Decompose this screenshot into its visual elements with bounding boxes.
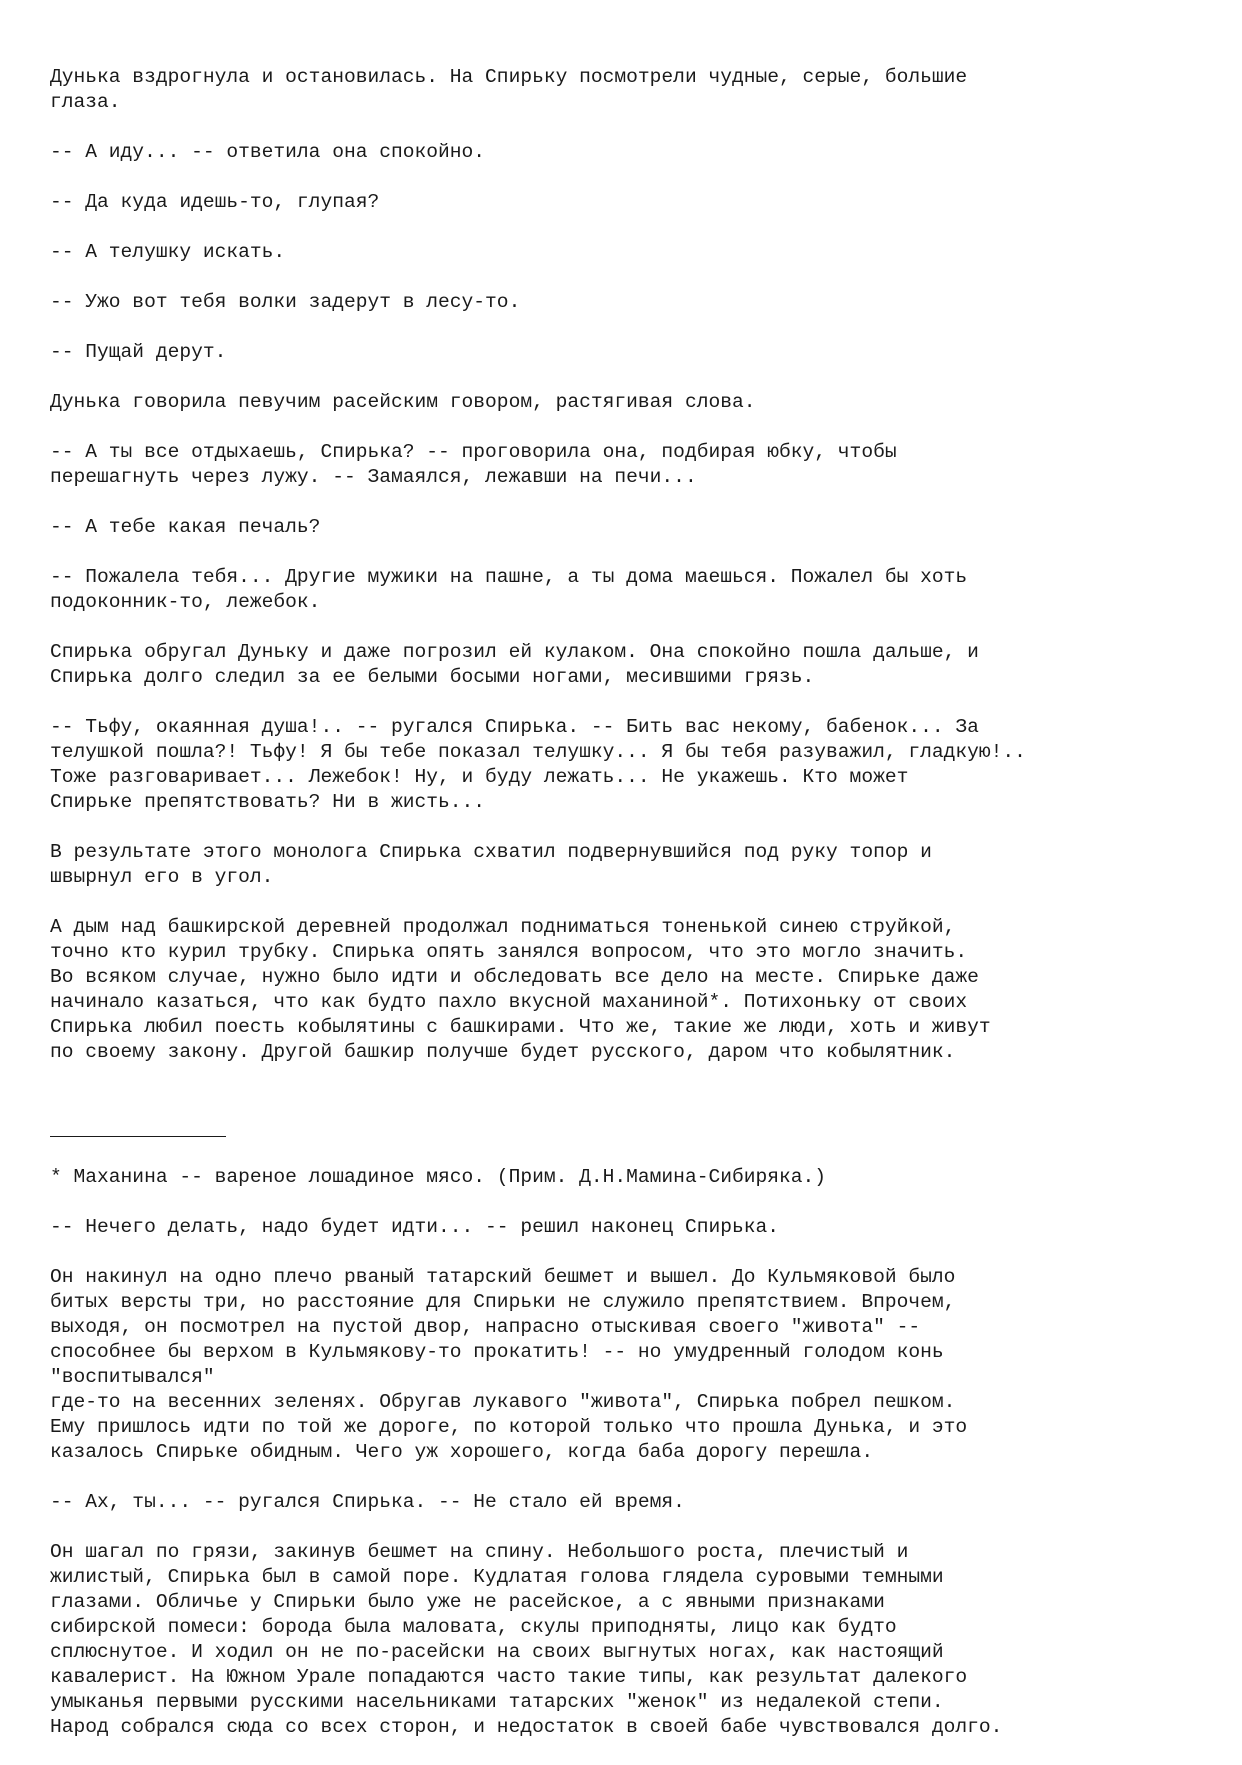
paragraph: [50, 440, 1200, 490]
text-line: способнее бы верхом в Кульмякову-то прокатить! -- но умудренный голодом конь: [50, 1341, 944, 1363]
text-line: А дым над башкирской деревней продолжал подниматься тоненькой синею струйкой,: [50, 916, 956, 938]
document-body: [50, 65, 1200, 1765]
text-line: по своему закону. Другой башкир получше будет русского, даром что кобылятник.: [50, 1041, 956, 1063]
text-line: где-то на весенних зеленях. Обругав лукавого "живота", Спирька побрел пешком.: [50, 1391, 956, 1413]
paragraph: [50, 340, 1200, 365]
paragraph: [50, 840, 1200, 890]
text-line: Народ собрался сюда со всех сторон, и недостаток в своей бабе чувствовался долго.: [50, 1716, 1003, 1738]
text-line: Он шагал по грязи, закинув бешмет на спину. Небольшого роста, плечистый и: [50, 1541, 909, 1563]
paragraph: [50, 515, 1200, 540]
text-line: швырнул его в угол.: [50, 866, 274, 888]
paragraph: [50, 1265, 1200, 1465]
text-line: Спирька долго следил за ее белыми босыми ногами, месившими грязь.: [50, 666, 815, 688]
text-line: Дунька говорила певучим расейским говором, растягивая слова.: [50, 391, 756, 413]
text-line: кавалерист. На Южном Урале попадаются часто такие типы, как результат далекого: [50, 1666, 968, 1688]
text-line: -- Нечего делать, надо будет идти... -- решил наконец Спирька.: [50, 1216, 780, 1238]
paragraph: [50, 390, 1200, 415]
text-line: выходя, он посмотрел на пустой двор, напрасно отыскивая своего "живота" --: [50, 1316, 921, 1338]
text-line: Спирька любил поесть кобылятины с башкирами. Что же, такие же люди, хоть и живут: [50, 1016, 991, 1038]
text-line: -- Пожалела тебя... Другие мужики на пашне, а ты дома маешься. Пожалел бы хоть: [50, 566, 968, 588]
paragraph: [50, 565, 1200, 615]
paragraph: [50, 640, 1200, 690]
text-before-footnote: [50, 65, 1200, 1065]
text-line: битых версты три, но расстояние для Спирьки не служило препятствием. Впрочем,: [50, 1291, 956, 1313]
text-line: телушкой пошла?! Тьфу! Я бы тебе показал телушку... Я бы тебя разуважил, гладкую!..: [50, 741, 1026, 763]
text-line: -- Тьфу, окаянная душа!.. -- ругался Спирька. -- Бить вас некому, бабенок... За: [50, 716, 979, 738]
text-line: Тоже разговаривает... Лежебок! Ну, и буду лежать... Не укажешь. Кто может: [50, 766, 909, 788]
text-line: -- Да куда идешь-то, глупая?: [50, 191, 380, 213]
text-line: -- А телушку искать.: [50, 241, 286, 263]
paragraph: [50, 715, 1200, 815]
text-line: В результате этого монолога Спирька схватил подвернувшийся под руку топор и: [50, 841, 932, 863]
text-line: -- А иду... -- ответила она спокойно.: [50, 141, 486, 163]
text-line: сибирской помеси: борода была маловата, скулы приподняты, лицо как будто: [50, 1616, 897, 1638]
text-line: перешагнуть через лужу. -- Замаялся, лежавши на печи...: [50, 466, 697, 488]
text-line: -- Пущай дерут.: [50, 341, 227, 363]
text-line: сплюснутое. И ходил он не по-расейски на своих выгнутых ногах, как настоящий: [50, 1641, 944, 1663]
text-line: -- Ужо вот тебя волки задерут в лесу-то.: [50, 291, 521, 313]
text-line: Спирьке препятствовать? Ни в жисть...: [50, 791, 486, 813]
text-line: жилистый, Спирька был в самой поре. Кудлатая голова глядела суровыми темными: [50, 1566, 944, 1588]
paragraph: [50, 65, 1200, 115]
text-line: казалось Спирьке обидным. Чего уж хорошего, когда баба дорогу перешла.: [50, 1441, 874, 1463]
paragraph: [50, 1215, 1200, 1240]
spacer: [50, 1090, 1200, 1115]
paragraph: [50, 290, 1200, 315]
text-line: -- А ты все отдыхаешь, Спирька? -- проговорила она, подбирая юбку, чтобы: [50, 441, 897, 463]
text-line: глазами. Обличье у Спирьки было уже не расейское, а с явными признаками: [50, 1591, 885, 1613]
paragraph: [50, 140, 1200, 165]
text-line: Ему пришлось идти по той же дороге, по которой только что прошла Дунька, и это: [50, 1416, 968, 1438]
paragraph: [50, 190, 1200, 215]
text-line: Во всяком случае, нужно было идти и обследовать все дело на месте. Спирьке даже: [50, 966, 979, 988]
text-line: -- Ах, ты... -- ругался Спирька. -- Не стало ей время.: [50, 1491, 685, 1513]
footnote-separator: [50, 1115, 226, 1140]
paragraph: [50, 240, 1200, 265]
text-line: начинало казаться, что как будто пахло вкусной маханиной*. Потихоньку от своих: [50, 991, 968, 1013]
text-line: -- А тебе какая печаль?: [50, 516, 321, 538]
text-line: "воспитывался": [50, 1366, 215, 1388]
text-line: Дунька вздрогнула и остановилась. На Спирьку посмотрели чудные, серые, большие: [50, 66, 968, 88]
text-after-footnote: [50, 1215, 1200, 1740]
paragraph: [50, 915, 1200, 1065]
text-line: глаза.: [50, 91, 121, 113]
text-line: Спирька обругал Дуньку и даже погрозил ей кулаком. Она спокойно пошла дальше, и: [50, 641, 979, 663]
text-line: Он накинул на одно плечо рваный татарский бешмет и вышел. До Кульмяковой было: [50, 1266, 956, 1288]
footnote-text: * Маханина -- вареное лошадиное мясо. (Прим. Д.Н.Мамина-Сибиряка.): [50, 1166, 827, 1188]
paragraph: [50, 1540, 1200, 1740]
text-line: подоконник-то, лежебок.: [50, 591, 321, 613]
paragraph: [50, 1490, 1200, 1515]
text-line: точно кто курил трубку. Спирька опять занялся вопросом, что это могло значить.: [50, 941, 968, 963]
text-line: умыканья первыми русскими насельниками татарских "женок" из недалекой степи.: [50, 1691, 944, 1713]
